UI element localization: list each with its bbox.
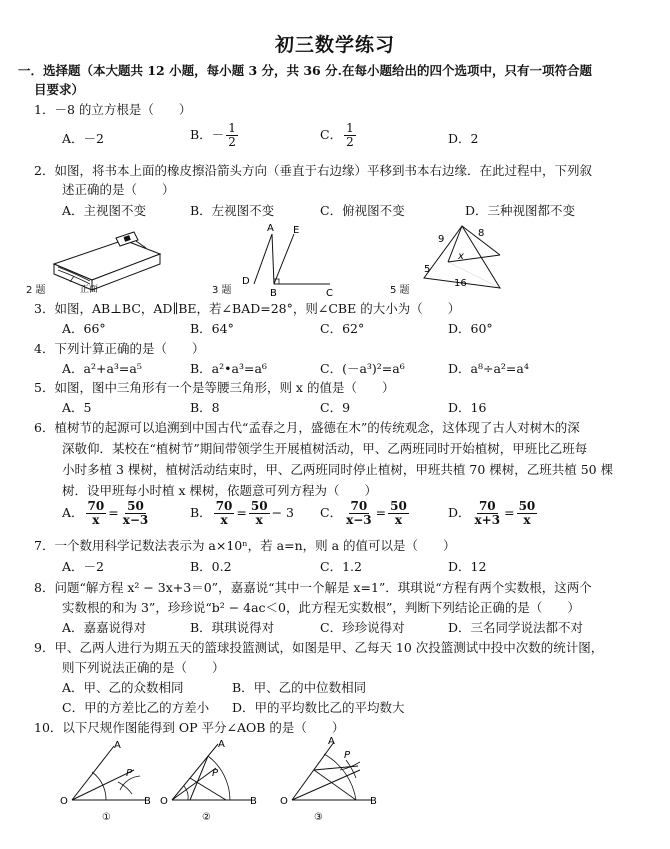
q7-stem: 7．一个数用科学记数法表示为 a×10ⁿ，若 a=n，则 a 的值可以是（ ） — [34, 538, 456, 553]
q10-fig3-p: P — [344, 750, 351, 761]
q5-option-a[interactable]: A．5 — [62, 400, 92, 415]
q6-c-left-fraction: $\frac{70}{x-3}$ — [346, 499, 372, 527]
q2-option-c[interactable]: C．俯视图不变 — [320, 203, 405, 218]
q10-fig1-p: P — [126, 768, 133, 779]
q5-option-c[interactable]: C．9 — [320, 400, 351, 415]
q7-option-a[interactable]: A．－2 — [62, 559, 104, 574]
q9-stem-line1: 9．甲、乙两人进行为期五天的篮球投篮测试，如图是甲、乙每天 10 次投篮测试中投中次数的统计图， — [34, 640, 604, 655]
q8-option-c[interactable]: C．珍珍说得对 — [320, 620, 405, 635]
q4-option-b[interactable]: B．a²•a³=a⁶ — [190, 361, 267, 376]
fig5-side-16: 16 — [454, 278, 467, 289]
q9-option-a[interactable]: A．甲、乙的众数相同 — [62, 680, 184, 695]
q1-option-b-fraction: $\frac{1}{2}$ — [228, 121, 236, 149]
q7-option-b[interactable]: B．0.2 — [190, 559, 232, 574]
fig2-front-label: 正面 — [80, 285, 99, 295]
q6-stem-line3: 小时多植 3 棵树，植树活动结束时，甲、乙两班同时停止植树，甲班共植 70 棵树，乙班共植 50 棵 — [62, 462, 614, 477]
q8-stem-line2: 实数根的和为 3”，珍珍说“b² − 4ac＜0，此方程无实数根”，判断下列结论正确的是（ ） — [62, 600, 580, 615]
q10-fig3-a: A — [328, 736, 335, 747]
q10-fig2-o: O — [160, 796, 168, 807]
q1-option-b[interactable] — [190, 122, 240, 149]
section-header: 一．选择题（本大题共 12 小题，每小题 3 分，共 36 分.在每小题给出的四个选项中，只有一项符合题 — [18, 63, 592, 78]
q10-figure-1 — [60, 738, 160, 838]
fig5-side-x: x — [458, 251, 464, 262]
fig3-point-a: A — [267, 223, 274, 234]
q10-fig1-b: B — [144, 796, 151, 807]
q10-fig1-caption: ① — [102, 812, 111, 823]
q10-fig2-caption: ② — [202, 812, 211, 823]
q6-a-left-fraction: $\frac{70}{x}$ — [87, 499, 105, 527]
q5-option-d[interactable]: D．16 — [448, 400, 487, 415]
q9-stem-line2: 则下列说法正确的是（ ） — [62, 660, 225, 675]
section-header-cont: 目要求） — [34, 82, 85, 97]
fig3-point-b: B — [270, 288, 277, 299]
q4-option-a[interactable]: A．a²+a³=a⁵ — [62, 361, 142, 376]
q1-option-c-label: C． — [320, 127, 343, 142]
q3-option-c[interactable]: C．62° — [320, 321, 365, 336]
q1-stem: 1．－8 的立方根是（ ） — [34, 102, 192, 117]
q6-stem-line2: 深敬仰．某校在“植树节”期间带领学生开展植树活动，甲、乙两班同时开始植树，甲班比乙班每 — [62, 441, 588, 456]
q10-stem: 10．以下尺规作图能得到 OP 平分∠AOB 的是（ ） — [34, 720, 345, 735]
q10-fig3-caption: ③ — [314, 812, 323, 823]
q8-option-a[interactable]: A．嘉嘉说得对 — [62, 620, 147, 635]
fig5-side-5: 5 — [424, 264, 431, 275]
q2-option-b[interactable]: B．左视图不变 — [190, 203, 275, 218]
q3-option-a[interactable]: A．66° — [62, 321, 106, 336]
q3-option-b[interactable]: B．64° — [190, 321, 234, 336]
q6-option-a[interactable]: A． $\frac{70}{x}$ = $\frac{50}{x-3}$ — [62, 499, 149, 527]
fig2-book-eraser — [34, 224, 174, 296]
q4-stem: 4．下列计算正确的是（ ） — [34, 341, 205, 356]
q1-option-c-fraction: $\frac{1}{2}$ — [346, 121, 354, 149]
q6-a-right-fraction: $\frac{50}{x-3}$ — [122, 499, 149, 527]
q1-option-c[interactable] — [320, 122, 358, 149]
q8-option-b[interactable]: B．琪琪说得对 — [190, 620, 275, 635]
fig5-label: 5 题 — [390, 285, 410, 296]
q6-stem-line4: 树．设甲班每小时植 x 棵树，依题意可列方程为（ ） — [62, 483, 377, 498]
q7-option-d[interactable]: D．12 — [448, 559, 487, 574]
q1-option-b-label: B．－ — [190, 127, 225, 142]
q6-b-right-fraction: $\frac{50}{x}$ — [250, 499, 268, 527]
q6-b-left-fraction: $\frac{70}{x}$ — [215, 499, 233, 527]
q10-fig3-o: O — [280, 796, 288, 807]
q9-option-c[interactable]: C．甲的方差比乙的方差小 — [62, 700, 210, 715]
q8-option-d[interactable]: D．三名同学说法都不对 — [448, 620, 584, 635]
q5-option-b[interactable]: B．8 — [190, 400, 220, 415]
q10-fig1-a: A — [114, 740, 121, 751]
q2-stem-line1: 2．如图，将书本上面的橡皮擦沿箭头方向（垂直于右边缘）平移到书本右边缘．在此过程中，下列叙 — [34, 163, 592, 178]
q6-c-right-fraction: $\frac{50}{x}$ — [390, 499, 407, 527]
q8-stem-line1: 8．问题“解方程 x² − 3x+3＝0”，嘉嘉说“其中一个解是 x=1”．琪琪说“方程有两个实数根，这两个 — [34, 580, 592, 595]
q6-d-right-fraction: $\frac{50}{x}$ — [518, 499, 536, 527]
q10-fig1-o: O — [60, 796, 68, 807]
q10-figure-2 — [160, 738, 270, 838]
fig5-side-8: 8 — [478, 228, 485, 239]
q6-option-d[interactable]: D． $\frac{70}{x+3}$ = $\frac{50}{x}$ — [448, 499, 536, 527]
page-title: 初三数学练习 — [274, 34, 395, 56]
q4-option-d[interactable]: D．a⁸÷a²=a⁴ — [448, 361, 529, 376]
q3-option-d[interactable]: D．60° — [448, 321, 493, 336]
q6-d-left-fraction: $\frac{70}{x+3}$ — [474, 499, 501, 527]
q10-fig2-a: A — [218, 739, 225, 750]
fig3-angles — [230, 223, 350, 299]
q1-option-a[interactable]: A．－2 — [62, 131, 104, 146]
q1-option-d[interactable]: D．2 — [448, 131, 479, 146]
fig2-label: 2 题 — [26, 285, 46, 296]
q2-option-a[interactable]: A．主视图不变 — [62, 203, 147, 218]
q6-option-b[interactable]: B． $\frac{70}{x}$ = $\frac{50}{x}$ − 3 — [190, 499, 294, 527]
q3-stem: 3．如图，AB⊥BC，AD∥BE，若∠BAD=28°，则∠CBE 的大小为（ ） — [34, 301, 461, 316]
fig3-label: 3 题 — [212, 285, 232, 296]
fig3-point-d: D — [242, 276, 250, 287]
q10-fig2-p: P — [212, 768, 219, 779]
q9-option-b[interactable]: B．甲、乙的中位数相同 — [232, 680, 367, 695]
q10-fig2-b: B — [250, 796, 257, 807]
q9-option-d[interactable]: D．甲的平均数比乙的平均数大 — [232, 700, 405, 715]
q6-option-c[interactable]: C． $\frac{70}{x-3}$ = $\frac{50}{x}$ — [320, 499, 407, 527]
q7-option-c[interactable]: C．1.2 — [320, 559, 362, 574]
fig3-point-c: C — [326, 288, 333, 299]
fig5-triangles — [410, 222, 520, 294]
q2-option-d[interactable]: D．三种视图都不变 — [465, 203, 576, 218]
q10-fig3-b: B — [370, 796, 377, 807]
q2-stem-line2: 述正确的是（ ） — [62, 182, 175, 197]
fig3-point-e: E — [293, 225, 300, 236]
q4-option-c[interactable]: C．(－a³)²=a⁶ — [320, 361, 405, 376]
q5-stem: 5．如图，图中三角形有一个是等腰三角形，则 x 的值是（ ） — [34, 380, 395, 395]
q10-figure-3 — [280, 732, 390, 838]
q6-stem-line1: 6．植树节的起源可以追溯到中国古代“孟春之月，盛德在木”的传统观念，这体现了古人对树木的深 — [34, 420, 580, 435]
fig5-side-9: 9 — [438, 234, 445, 245]
